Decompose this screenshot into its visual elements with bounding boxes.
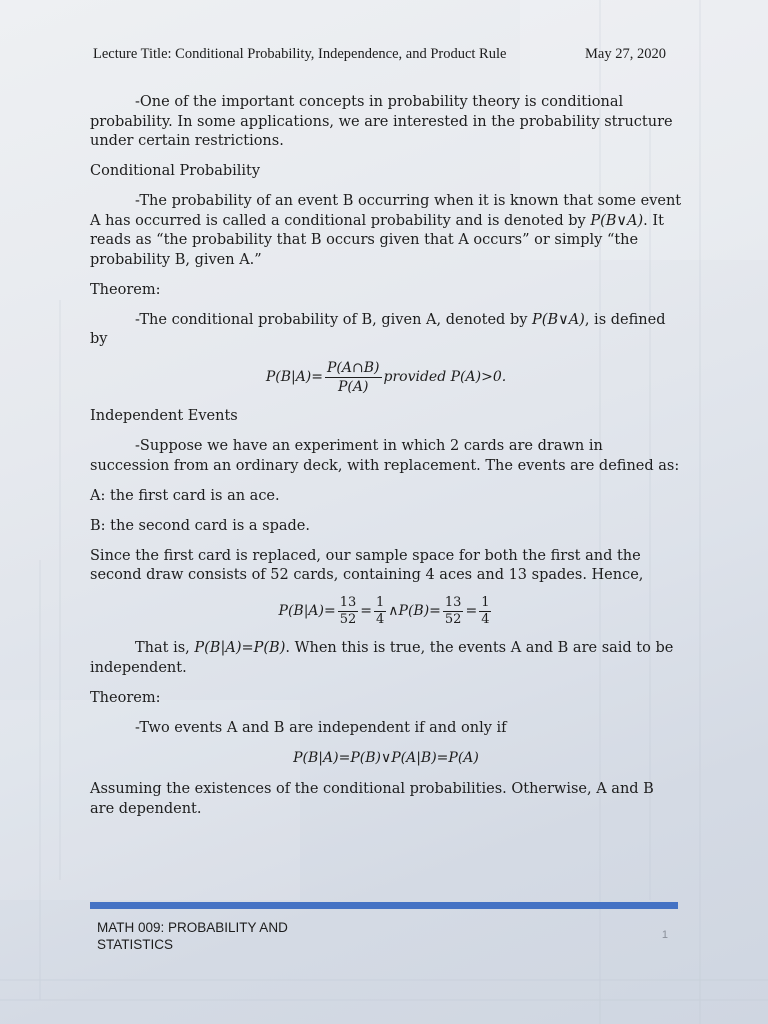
card-probability-formula	[90, 596, 682, 627]
formula-condition: provided P(A)>0.	[383, 368, 507, 385]
conditional-probability-formula	[90, 360, 682, 395]
event-a-definition: A: the first card is an ace.	[90, 487, 280, 504]
independence-formula	[90, 749, 682, 769]
fraction-13-52-a	[338, 596, 359, 627]
theorem-1-heading: Theorem:	[90, 281, 161, 298]
equals-sign: =	[360, 602, 373, 619]
formula-denominator: P(A)	[338, 379, 369, 395]
page-number: 1	[661, 929, 668, 941]
theorem-1-text	[90, 311, 682, 350]
fraction-1-4-a	[374, 596, 386, 627]
independent-events-heading: Independent Events	[90, 408, 238, 424]
conclusion-expression: P(B|A)=P(B)	[194, 640, 286, 656]
independence-conclusion	[90, 639, 682, 678]
fraction-denominator: 4	[481, 612, 490, 627]
conclusion-text-start: That is,	[135, 640, 195, 656]
conditional-probability-definition	[90, 192, 682, 270]
fraction-denominator: 4	[376, 612, 385, 627]
fraction-1-4-b	[479, 596, 491, 627]
fraction-numerator: 1	[376, 595, 385, 610]
card-formula-lhs: P(B|A)=	[278, 602, 336, 619]
independence-formula-text: P(B|A)=P(B)∨P(A|B)=P(A)	[293, 749, 479, 766]
formula-fraction	[325, 360, 381, 395]
fraction-numerator: 13	[444, 595, 462, 610]
independent-events-text: -Suppose we have an experiment in which 2 cards are drawn in succession from an ordinary deck, with replacement. The events are defined as:	[90, 438, 680, 474]
document-body	[90, 93, 682, 830]
card-formula-middle: ∧P(B)=	[388, 602, 441, 619]
definition-expression: P(B∨A)	[590, 212, 644, 229]
lecture-date: May 27, 2020	[585, 46, 666, 62]
intro-paragraph: -One of the important concepts in probability theory is conditional probability. In some applications, we are interested in the probability structure under certain restrictions.	[90, 94, 673, 149]
definition-text-end: . It reads as “the probability that B occurs given that A occurs” or simply “the probability B, given A.”	[90, 212, 664, 268]
fraction-denominator: 52	[339, 612, 357, 627]
fraction-numerator: 13	[339, 595, 357, 610]
assumption-paragraph: Assuming the existences of the conditional probabilities. Otherwise, A and B are dependent.	[90, 781, 654, 817]
theorem-1-expression: P(B∨A)	[532, 311, 585, 328]
fraction-13-52-b	[443, 596, 464, 627]
definition-text-start: -The probability of an event B occurring when it is known that some event A has occurred is called a conditional probability and is denoted by	[90, 193, 682, 229]
footer-divider	[90, 902, 678, 909]
theorem-1-text-end: , is defined by	[90, 311, 666, 347]
course-name: MATH 009: PROBABILITY AND STATISTICS	[97, 920, 288, 952]
fraction-numerator: 1	[481, 595, 490, 610]
conclusion-text-end: . When this is true, the events A and B are said to be independent.	[90, 640, 674, 676]
fraction-denominator: 52	[444, 612, 462, 627]
conditional-probability-heading: Conditional Probability	[90, 163, 261, 179]
lecture-title: Lecture Title: Conditional Probability, Independence, and Product Rule	[93, 46, 507, 62]
sample-space-paragraph: Since the first card is replaced, our sample space for both the first and the second draw consists of 52 cards, containing 4 aces and 13 spades. Hence,	[90, 547, 644, 583]
theorem-2-text: -Two events A and B are independent if and only if	[135, 719, 507, 736]
formula-lhs: P(B|A)=	[265, 368, 324, 385]
theorem-2-heading: Theorem:	[90, 689, 161, 706]
equals-sign: =	[465, 602, 478, 619]
theorem-1-text-start: -The conditional probability of B, given A, denoted by	[135, 311, 533, 328]
formula-numerator: P(A∩B)	[327, 360, 380, 376]
event-b-definition: B: the second card is a spade.	[90, 517, 310, 534]
